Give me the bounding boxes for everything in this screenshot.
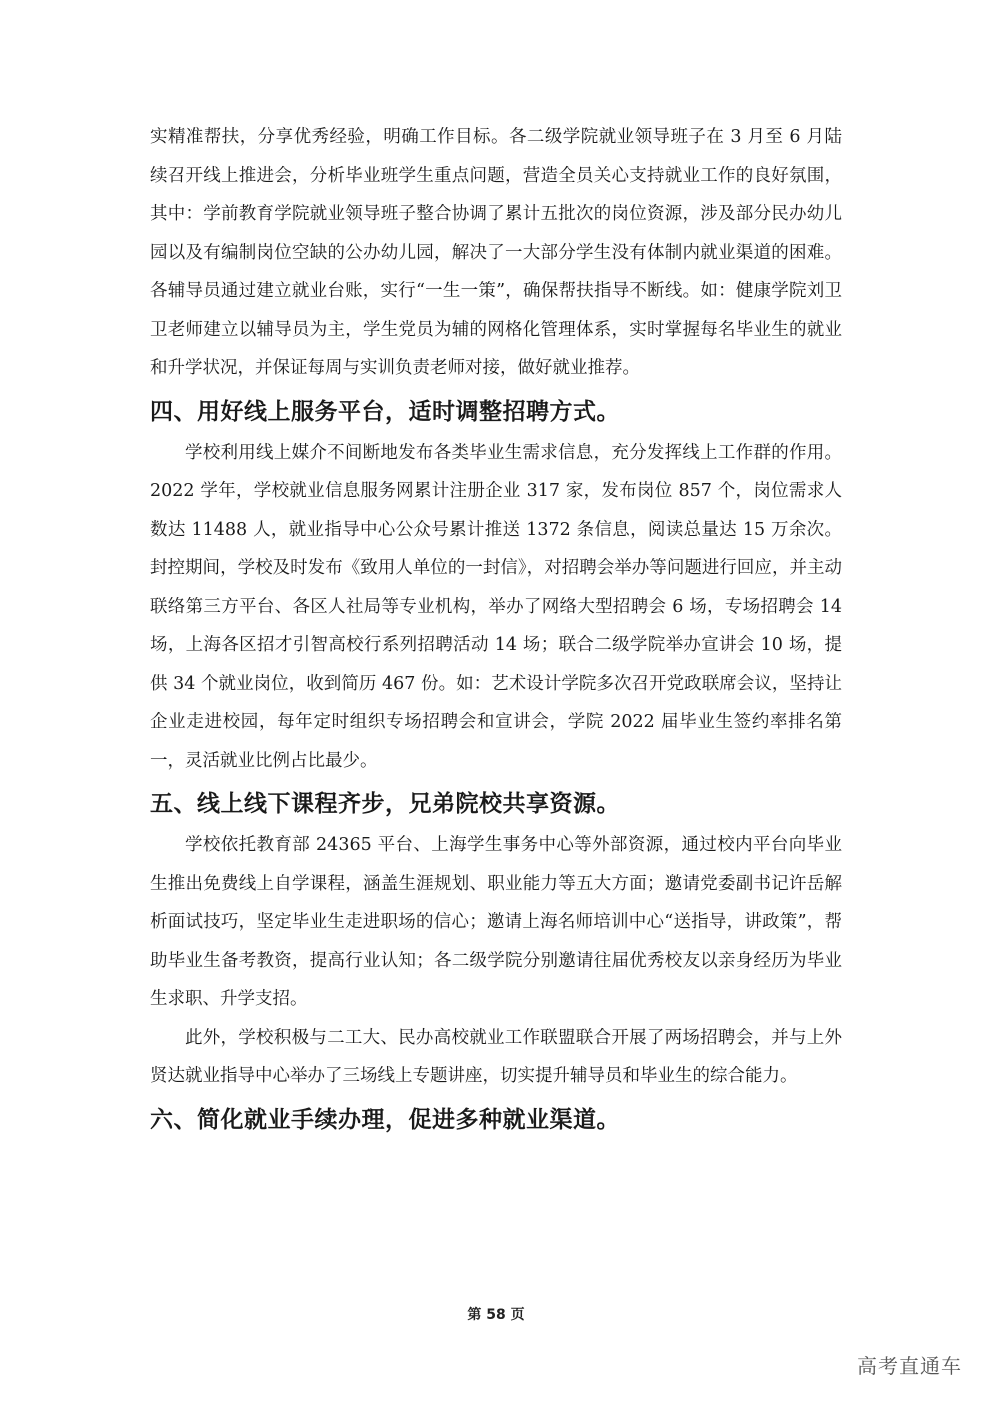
section-heading-5: 五、线上线下课程齐步，兄弟院校共享资源。 <box>150 791 620 817</box>
section-heading-6: 六、简化就业手续办理，促进多种就业渠道。 <box>150 1106 620 1133</box>
paragraph-online-platform: 学校利用线上媒介不间断地发布各类毕业生需求信息，充分发挥线上工作群的作用。2022 学年，学校就业信息服务网累计注册企业 317 家，发布岗位 857 个，岗位需求人数达 11488 人，就业指导中心公众号累计推送 1372 条信息，阅读总量达 15 万余次。封控期间，学校及时发布《致用人单位的一封信》，对招聘会举办等问题进行回应，并主动联络第三方平台、各区人社局等专业机构，举办了网络大型招聘会 6 场，专场招聘会 14 场，上海各区招才引智高校行系列招聘活动 14 场；联合二级学院举办宣讲会 10 场，提供 34 个就业岗位，收到简历 467 份。如：艺术设计学院多次召开党政联席会议，坚持让企业走进校园，每年定时组织专场招聘会和宣讲会，学院 2022 届毕业生签约率排名第一，灵活就业比例占比最少。 <box>150 442 842 771</box>
paragraph-joint-recruitment: 此外，学校积极与二工大、民办高校就业工作联盟联合开展了两场招聘会，并与上外贤达就业指导中心举办了三场线上专题讲座，切实提升辅导员和毕业生的综合能力。 <box>150 1027 842 1086</box>
page-number: 第 58 页 <box>467 1307 525 1323</box>
paragraph-continued: 实精准帮扶，分享优秀经验，明确工作目标。各二级学院就业领导班子在 3 月至 6 月陆续召开线上推进会，分析毕业班学生重点问题，营造全员关心支持就业工作的良好氛围，其中：学前教育学院就业领导班子整合协调了累计五批次的岗位资源，涉及部分民办幼儿园以及有编制岗位空缺的公办幼儿园，解决了一大部分学生没有体制内就业渠道的困难。各辅导员通过建立就业台账，实行“一生一策”，确保帮扶指导不断线。如：健康学院刘卫卫老师建立以辅导员为主，学生党员为辅的网格化管理体系，实时掌握每名毕业生的就业和升学状况，并保证每周与实训负责老师对接，做好就业推荐。 <box>150 127 842 378</box>
watermark-text: 高考直通车 <box>857 1354 962 1378</box>
section-heading-4: 四、用好线上服务平台，适时调整招聘方式。 <box>150 398 620 425</box>
paragraph-online-courses: 学校依托教育部 24365 平台、上海学生事务中心等外部资源，通过校内平台向毕业生推出免费线上自学课程，涵盖生涯规划、职业能力等五大方面；邀请党委副书记许岳解析面试技巧，坚定毕业生走进职场的信心；邀请上海名师培训中心“送指导，讲政策”，帮助毕业生备考教资，提高行业认知；各二级学院分别邀请往届优秀校友以亲身经历为毕业生求职、升学支招。 <box>150 835 842 1009</box>
document-body <box>150 118 842 1142</box>
